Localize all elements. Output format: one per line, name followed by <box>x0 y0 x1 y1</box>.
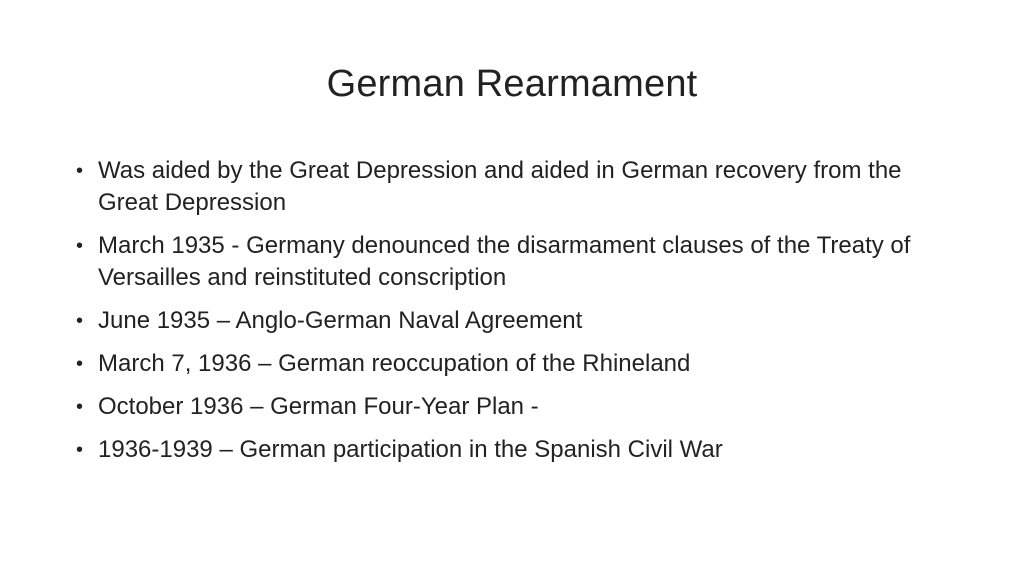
bullet-item <box>74 155 954 219</box>
bullet-icon: • <box>76 310 84 332</box>
bullet-text: Was aided by the Great Depression and aided in German recovery from the Great Depression <box>98 157 902 216</box>
bullet-icon: • <box>76 353 84 375</box>
bullet-text: June 1935 – Anglo-German Naval Agreement <box>98 307 583 334</box>
bullet-item <box>74 434 954 466</box>
slide-title: German Rearmament <box>326 63 698 105</box>
bullet-text: October 1936 – German Four-Year Plan - <box>98 393 539 420</box>
bullet-icon: • <box>76 396 84 418</box>
bullet-text: 1936-1939 – German participation in the Spanish Civil War <box>98 436 723 463</box>
bullet-item <box>74 305 954 337</box>
bullet-item <box>74 230 954 294</box>
bullet-icon: • <box>76 235 84 257</box>
bullet-item <box>74 391 954 423</box>
bullet-text: March 7, 1936 – German reoccupation of the Rhineland <box>98 350 691 377</box>
bullet-text: March 1935 - Germany denounced the disarmament clauses of the Treaty of Versailles and reinstituted conscription <box>98 232 911 291</box>
bullet-list <box>74 155 954 477</box>
bullet-icon: • <box>76 439 84 461</box>
bullet-icon: • <box>76 160 84 182</box>
bullet-item <box>74 348 954 380</box>
